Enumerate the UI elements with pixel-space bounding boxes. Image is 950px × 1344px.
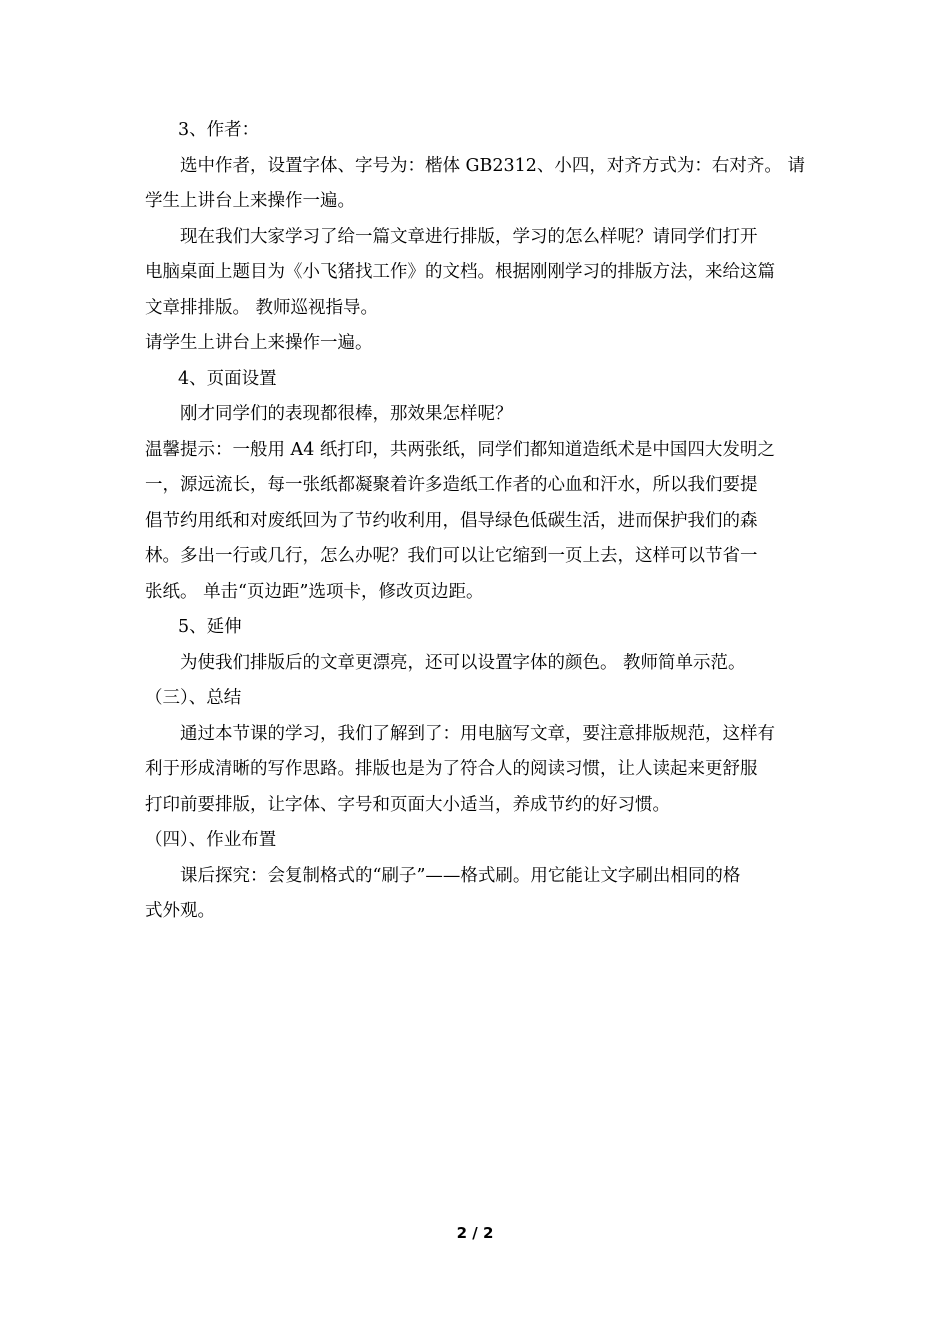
paragraph-line: 通过本节课的学习，我们了解到了：用电脑写文章，要注意排版规范，这样有	[180, 723, 775, 744]
paragraph-line: 张纸。 单击“页边距”选项卡，修改页边距。	[145, 581, 484, 602]
paragraph-line: 式外观。	[145, 901, 215, 921]
heading-homework: （四）、作业布置	[145, 830, 277, 850]
paragraph-line: 一，源远流长，每一张纸都凝聚着许多造纸工作者的心血和汗水，所以我们要提	[145, 475, 758, 495]
document-body	[145, 113, 810, 930]
paragraph-line: 选中作者，设置字体、字号为：楷体 GB2312、小四，对齐方式为：右对齐。 请	[180, 155, 805, 176]
paragraph-line: 利于形成清晰的写作思路。排版也是为了符合人的阅读习惯，让人读起来更舒服	[145, 759, 758, 779]
heading-summary: （三）、总结	[145, 688, 242, 708]
page-number: 2 / 2	[456, 1224, 494, 1242]
paragraph-line: 为使我们排版后的文章更漂亮，还可以设置字体的颜色。 教师简单示范。	[180, 652, 746, 673]
paragraph-line: 请学生上讲台上来操作一遍。	[145, 333, 373, 353]
paragraph-line: 刚才同学们的表现都很棒，那效果怎样呢？	[180, 404, 513, 424]
heading-extension: 5、延伸	[178, 617, 242, 637]
heading-page-setup: 4、页面设置	[178, 368, 277, 389]
paragraph-line: 课后探究：会复制格式的“刷子”——格式刷。用它能让文字刷出相同的格	[180, 865, 741, 886]
paragraph-line: 文章排排版。 教师巡视指导。	[145, 297, 379, 318]
heading-author: 3、作者：	[178, 120, 260, 140]
paragraph-line: 温馨提示：一般用 A4 纸打印，共两张纸，同学们都知道造纸术是中国四大发明之	[145, 439, 775, 460]
paragraph-line: 电脑桌面上题目为《小飞猪找工作》的文档。根据刚刚学习的排版方法，来给这篇	[145, 262, 775, 282]
paragraph-line: 打印前要排版，让字体、字号和页面大小适当，养成节约的好习惯。	[145, 794, 670, 815]
paragraph-line: 倡节约用纸和对废纸回为了节约收利用，倡导绿色低碳生活，进而保护我们的森	[145, 510, 758, 531]
paragraph-line: 林。多出一行或几行，怎么办呢？我们可以让它缩到一页上去，这样可以节省一	[145, 546, 758, 566]
paragraph-line: 学生上讲台上来操作一遍。	[145, 191, 355, 211]
paragraph-line: 现在我们大家学习了给一篇文章进行排版，学习的怎么样呢？请同学们打开	[180, 226, 758, 247]
